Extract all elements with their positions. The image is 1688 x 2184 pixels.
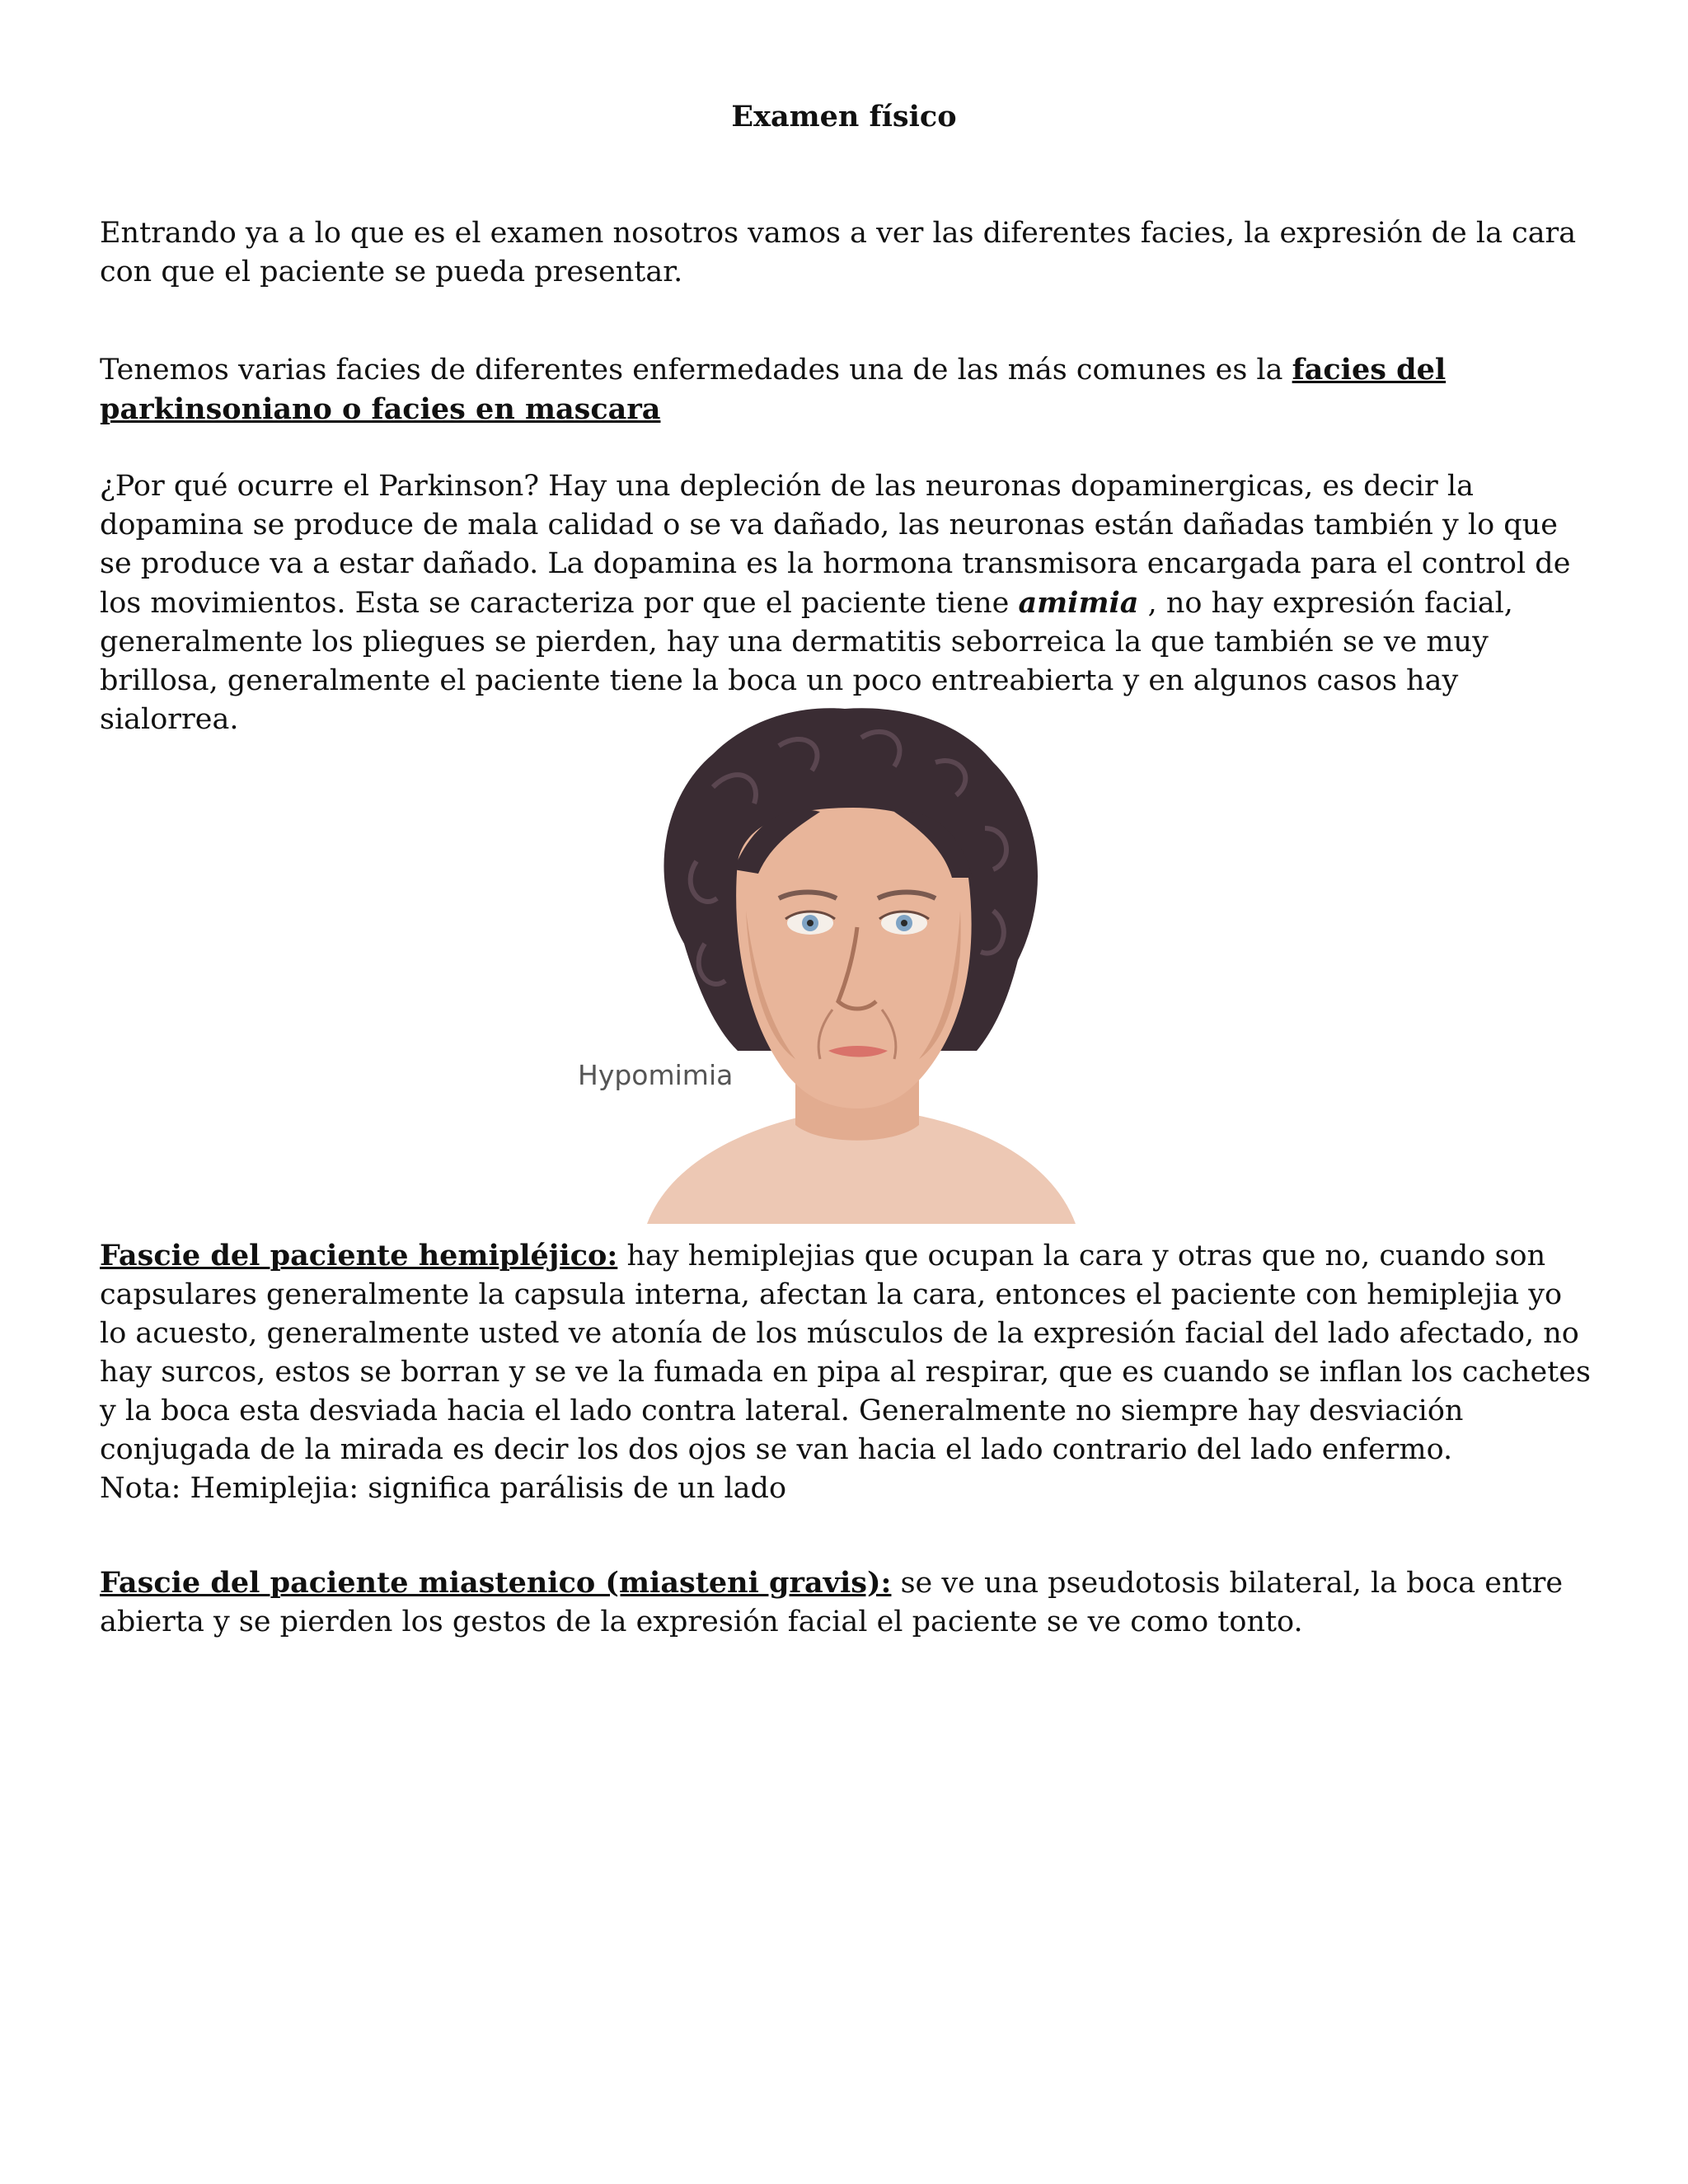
hypomimia-label: Hypomimia [578, 1059, 734, 1091]
parkinson-text-before: ¿Por qué ocurre el Parkinson? Hay una depleción de las neuronas dopaminergicas, es decir la dopamina se produce de mala calidad o se va dañado, las neuronas están dañadas también y lo que se produce va a estar dañado. La dopamina es la hormona transmisora encargada para el control de los movimientos. Esta se caracteriza por que el paciente tiene [100, 470, 1571, 620]
hemiplejico-text: hay hemiplejias que ocupan la cara y otras que no, cuando son capsulares generalmente la capsula interna, afectan la cara, entonces el paciente con hemiplejia yo lo acuesto, generalmente usted ve atonía de los músculos de la expresión facial del lado afectado, no hay surcos, estos se borran y se ve la fumada en pipa al respirar, que es cuando se inflan los cachetes y la boca esta desviada hacia el lado contra lateral. Generalmente no siempre hay desviación conjugada de la mirada es decir los dos ojos se van hacia el lado contrario del lado enfermo. [100, 1240, 1591, 1466]
miastenico-paragraph [100, 1563, 1592, 1642]
miastenico-text: se ve una pseudotosis bilateral, la boca entre abierta y se pierden los gestos de la expresión facial el paciente se ve como tonto. [100, 1567, 1564, 1638]
hemiplejico-paragraph [100, 1236, 1592, 1508]
hypomimia-face-illustration [548, 696, 1142, 1224]
hemiplejico-heading: Fascie del paciente hemipléjico: [100, 1239, 618, 1272]
miastenico-heading: Fascie del paciente miastenico (miasteni gravis): [100, 1566, 892, 1600]
facies-parkinsoniano-heading: facies del parkinsonianо o facies en mascara [100, 353, 1447, 426]
facies-intro-text: Tenemos varias facies de diferentes enfermedades una de las más comunes es la [100, 354, 1292, 387]
amimia-emphasis: amimia [1018, 586, 1139, 620]
parkinson-text-after: , no hay expresión facial, generalmente los pliegues se pierden, hay una dermatitis seborreica la que también se ve muy brillosa, generalmente el paciente tiene la boca un poco entreabierta y en algunos casos hay sialorrea. [100, 587, 1513, 736]
page-title: Examen físico [731, 100, 957, 134]
facies-intro-paragraph [100, 350, 1592, 429]
hemiplejia-note: Nota: Hemiplejia: significa parálisis de un lado [100, 1472, 787, 1505]
hypomimia-figure [548, 696, 1142, 1224]
intro-paragraph: Entrando ya a lo que es el examen nosotros vamos a ver las diferentes facies, la expresión de la cara con que el paciente se pueda presentar. [100, 217, 1577, 288]
